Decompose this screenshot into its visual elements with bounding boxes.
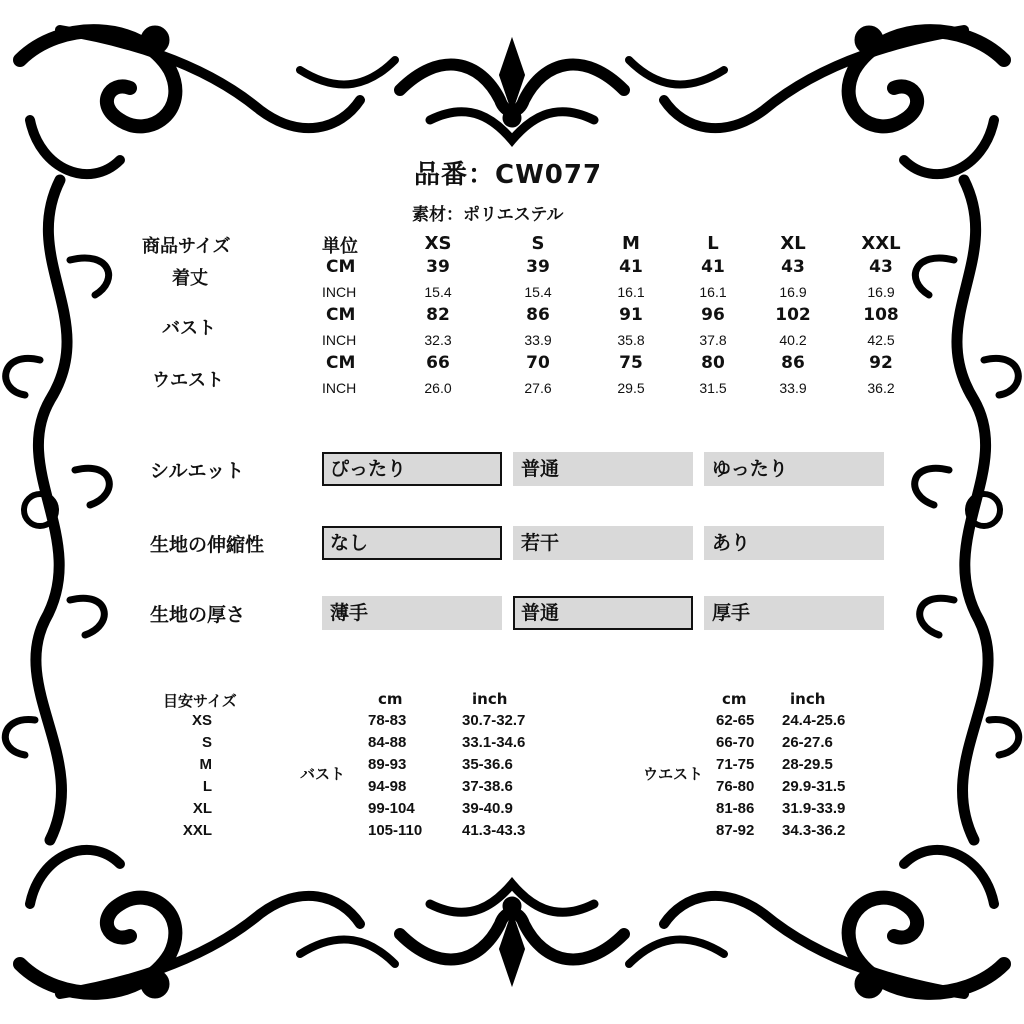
inch-value-cell: 16.1 [617,284,645,300]
cm-value-cell: 70 [526,353,550,373]
corner-ornament-bottom-left-icon [20,850,360,998]
guide-bust-cm-value: 84-88 [368,734,407,751]
option-box: あり [704,526,884,560]
measurement-row-label: 着丈 [172,268,208,289]
cm-value-cell: 86 [526,305,550,325]
corner-ornament-bottom-right-icon [664,850,1004,998]
guide-bust-inch-value: 35-36.6 [462,756,513,773]
guide-bust-cm-value: 89-93 [368,756,407,773]
inch-value-cell: 16.9 [779,284,807,300]
property-label: 生地の伸縮性 [150,534,265,556]
property-label: シルエット [150,460,245,482]
cm-value-cell: 96 [701,305,725,325]
guide-bust-label: バスト [300,765,346,783]
cm-value-cell: 92 [869,353,893,373]
guide-waist-cm-value: 62-65 [716,712,755,729]
guide-bust-cm-header: cm [378,690,403,708]
guide-bust-inch-value: 39-40.9 [462,800,513,817]
cm-value-cell: 86 [781,353,805,373]
guide-bust-inch-value: 37-38.6 [462,778,513,795]
size-column-header: XXL [861,233,901,254]
measurement-row-label: バスト [162,318,216,339]
unit-cm-label: CM [326,257,356,277]
inch-value-cell: 31.5 [699,380,727,396]
selected-option-box: ぴったり [322,452,502,486]
size-column-header: XL [780,233,806,254]
guide-waist-inch-value: 26-27.6 [782,734,833,751]
inch-value-cell: 33.9 [779,380,807,396]
guide-bust-inch-value: 30.7-32.7 [462,712,526,729]
cm-value-cell: 102 [775,305,811,325]
cm-value-cell: 43 [781,257,805,277]
cm-value-cell: 66 [426,353,450,373]
unit-inch-label: INCH [322,284,357,300]
left-vine-ornament-icon [5,180,109,840]
bottom-crest-ornament-icon [300,884,724,984]
cm-value-cell: 82 [426,305,450,325]
guide-bust-inch-value: 33.1-34.6 [462,734,526,751]
guide-bust-inch-value: 41.3-43.3 [462,822,526,839]
option-box: 厚手 [704,596,884,630]
selected-option-box: なし [322,526,502,560]
guide-waist-label: ウエスト [643,765,704,783]
size-column-header: S [531,233,545,254]
inch-value-cell: 33.9 [524,332,552,348]
corner-ornament-top-right-icon [664,26,1004,174]
inch-value-cell: 16.1 [699,284,727,300]
guide-waist-inch-value: 31.9-33.9 [782,800,846,817]
cm-value-cell: 75 [619,353,643,373]
unit-inch-label: INCH [322,380,357,396]
guide-bust-cm-value: 94-98 [368,778,407,795]
guide-size-label: XL [192,800,212,817]
guide-size-label: S [201,734,212,751]
inch-value-cell: 32.3 [424,332,452,348]
measurement-row-label: ウエスト [152,370,224,391]
cm-value-cell: 80 [701,353,725,373]
guide-bust-cm-value: 105-110 [368,822,423,839]
guide-title: 目安サイズ [163,692,237,710]
cm-value-cell: 41 [701,257,725,277]
guide-bust-cm-value: 99-104 [368,800,415,817]
selected-option-box: 普通 [513,596,693,630]
cm-value-cell: 91 [619,305,643,325]
size-column-header: XS [424,233,452,254]
unit-inch-label: INCH [322,332,357,348]
guide-size-label: M [199,756,212,773]
option-box: 若干 [513,526,693,560]
inch-value-cell: 15.4 [424,284,452,300]
guide-waist-inch-value: 29.9-31.5 [782,778,846,795]
guide-size-label: L [202,778,212,795]
guide-waist-cm-value: 76-80 [716,778,755,795]
inch-value-cell: 35.8 [617,332,645,348]
material-label: 素材：ポリエステル [412,205,564,225]
guide-waist-inch-value: 24.4-25.6 [782,712,846,729]
size-column-header: M [622,233,640,254]
size-table-corner-label: 商品サイズ [142,236,231,257]
guide-waist-cm-header: cm [722,690,747,708]
right-vine-ornament-icon [915,180,1019,840]
option-box: 普通 [513,452,693,486]
cm-value-cell: 43 [869,257,893,277]
guide-waist-inch-header: inch [790,690,826,708]
cm-value-cell: 108 [863,305,899,325]
inch-value-cell: 16.9 [867,284,895,300]
guide-waist-cm-value: 71-75 [716,756,755,773]
cm-value-cell: 39 [426,257,450,277]
inch-value-cell: 36.2 [867,380,895,396]
property-label: 生地の厚さ [150,604,246,626]
guide-size-label: XXL [182,822,212,839]
inch-value-cell: 42.5 [867,332,895,348]
unit-cm-label: CM [326,305,356,325]
guide-bust-inch-header: inch [472,690,508,708]
guide-bust-cm-value: 78-83 [368,712,407,729]
option-box: 薄手 [322,596,502,630]
inch-value-cell: 15.4 [524,284,552,300]
guide-size-label: XS [191,712,212,729]
option-box: ゆったり [704,452,884,486]
size-table-unit-header: 単位 [322,236,358,257]
inch-value-cell: 29.5 [617,380,645,396]
guide-waist-cm-value: 66-70 [716,734,755,751]
inch-value-cell: 40.2 [779,332,807,348]
product-number: 品番：CW077 [414,160,603,190]
inch-value-cell: 26.0 [424,380,452,396]
unit-cm-label: CM [326,353,356,373]
cm-value-cell: 39 [526,257,550,277]
cm-value-cell: 41 [619,257,643,277]
guide-waist-inch-value: 34.3-36.2 [782,822,846,839]
top-crest-ornament-icon [300,40,724,140]
guide-waist-cm-value: 87-92 [716,822,755,839]
guide-waist-cm-value: 81-86 [716,800,755,817]
inch-value-cell: 27.6 [524,380,552,396]
corner-ornament-top-left-icon [20,26,360,174]
size-column-header: L [707,233,719,254]
inch-value-cell: 37.8 [699,332,727,348]
guide-waist-inch-value: 28-29.5 [782,756,833,773]
